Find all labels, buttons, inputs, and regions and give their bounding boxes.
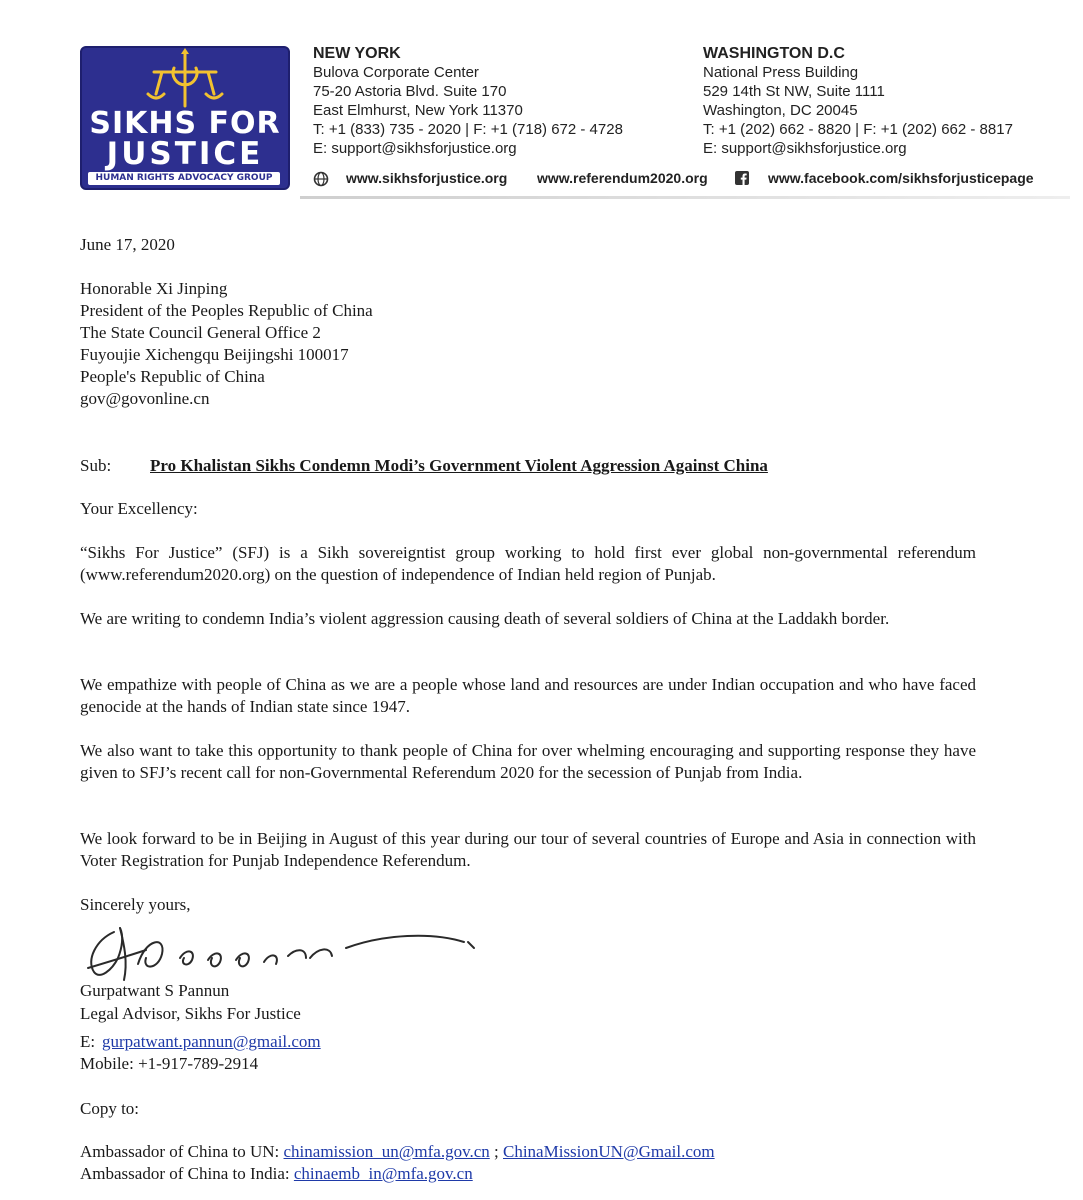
office-address-new-york bbox=[313, 44, 623, 158]
body-paragraph: We are writing to condemn India’s violent aggression causing death of several soldiers of China at the Laddakh border. bbox=[80, 609, 890, 628]
signer-email-label: E: bbox=[80, 1032, 96, 1051]
office-email: E: support@sikhsforjustice.org bbox=[313, 140, 517, 157]
cc-email-link[interactable]: chinaemb_in@mfa.gov.cn bbox=[293, 1164, 473, 1183]
copy-to-label: Copy to: bbox=[80, 1099, 140, 1118]
subject-label: Sub: bbox=[80, 456, 112, 475]
cc-email-link[interactable]: ChinaMissionUN@Gmail.com bbox=[503, 1142, 715, 1161]
recipient-line: Honorable Xi Jinping bbox=[80, 279, 228, 298]
recipient-line: The State Council General Office 2 bbox=[80, 323, 321, 342]
cc-label: Ambassador of China to UN: bbox=[80, 1142, 280, 1161]
globe-icon bbox=[313, 171, 329, 187]
facebook-icon bbox=[735, 171, 749, 185]
office-line: 529 14th St NW, Suite 1111 bbox=[703, 83, 885, 100]
salutation: Your Excellency: bbox=[80, 499, 198, 518]
office-email: E: support@sikhsforjustice.org bbox=[703, 140, 907, 157]
office-address-washington bbox=[703, 44, 1013, 158]
office-line: National Press Building bbox=[703, 64, 859, 81]
subject-line: Pro Khalistan Sikhs Condemn Modi’s Government Violent Aggression Against China bbox=[150, 456, 768, 475]
office-line: East Elmhurst, New York 11370 bbox=[313, 102, 523, 119]
signer-email-link[interactable]: gurpatwant.pannun@gmail.com bbox=[102, 1032, 321, 1051]
office-city: NEW YORK bbox=[313, 45, 401, 62]
office-line: Washington, DC 20045 bbox=[703, 102, 858, 119]
signer-mobile: Mobile: +1-917-789-2914 bbox=[80, 1054, 259, 1073]
recipient-line: People's Republic of China bbox=[80, 367, 265, 386]
signer-title: Legal Advisor, Sikhs For Justice bbox=[80, 1004, 301, 1023]
cc-line bbox=[80, 1163, 473, 1184]
website-link[interactable]: www.sikhsforjustice.org bbox=[346, 170, 508, 186]
logo-tagline: HUMAN RIGHTS ADVOCACY GROUP bbox=[88, 172, 280, 185]
office-line: 75-20 Astoria Blvd. Suite 170 bbox=[313, 83, 507, 100]
office-city: WASHINGTON D.C bbox=[703, 45, 845, 62]
facebook-link[interactable]: www.facebook.com/sikhsforjusticepage bbox=[768, 170, 1034, 186]
signer-name: Gurpatwant S Pannun bbox=[80, 981, 230, 1000]
cc-email-link[interactable]: chinamission_un@mfa.gov.cn bbox=[283, 1142, 490, 1161]
recipient-line: Fuyoujie Xichengqu Beijingshi 100017 bbox=[80, 345, 349, 364]
khanda-emblem-icon bbox=[82, 48, 288, 108]
header-divider bbox=[300, 196, 1070, 199]
cc-separator: ; bbox=[494, 1142, 499, 1161]
logo-text-line2: JUSTICE bbox=[106, 136, 264, 172]
recipient-address bbox=[80, 278, 373, 410]
body-paragraph: We empathize with people of China as we are a people whose land and resources are under Indian occupation and who have faced genocide at the hands of Indian state since 1947. bbox=[80, 675, 976, 716]
recipient-email: gov@govonline.cn bbox=[80, 389, 210, 408]
body-paragraph: “Sikhs For Justice” (SFJ) is a Sikh sovereigntist group working to hold first ever global non-governmental referendum (www.referendum2020.org) on the question of independence of Indian held region of Punjab. bbox=[80, 543, 976, 584]
recipient-line: President of the Peoples Republic of China bbox=[80, 301, 373, 320]
office-phone: T: +1 (202) 662 - 8820 | F: +1 (202) 662 - 8817 bbox=[703, 121, 1013, 138]
office-line: Bulova Corporate Center bbox=[313, 64, 479, 81]
sfj-logo bbox=[80, 46, 290, 190]
closing: Sincerely yours, bbox=[80, 895, 191, 914]
body-paragraph: We look forward to be in Beijing in August of this year during our tour of several countries of Europe and Asia in connection with Voter Registration for Punjab Independence Referendum. bbox=[80, 829, 976, 870]
referendum-link[interactable]: www.referendum2020.org bbox=[537, 170, 708, 186]
logo-text-line1: SIKHS FOR bbox=[89, 106, 281, 141]
cc-line bbox=[80, 1141, 715, 1162]
body-paragraph: We also want to take this opportunity to thank people of China for over whelming encouraging and supporting response they have given to SFJ’s recent call for non-Governmental Referendum 2020 for the secession of Punjab from India. bbox=[80, 741, 976, 782]
office-phone: T: +1 (833) 735 - 2020 | F: +1 (718) 672 - 4728 bbox=[313, 121, 623, 138]
cc-label: Ambassador of China to India: bbox=[80, 1164, 290, 1183]
letter-date: June 17, 2020 bbox=[80, 235, 175, 254]
